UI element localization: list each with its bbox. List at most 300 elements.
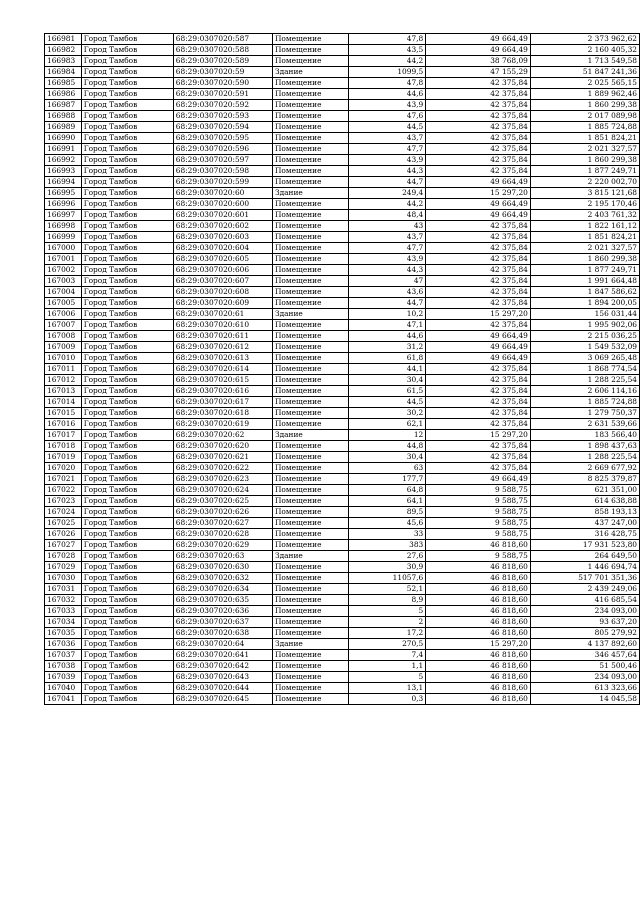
cadastral-value-cell: 416 685,54 [530,595,639,606]
city-cell: Город Тамбов [81,166,173,177]
object-type-cell: Помещение [272,496,348,507]
cadastral-value-cell: 2 439 249,06 [530,584,639,595]
table-row [45,386,640,397]
cadastral-number-cell: 68:29:0307020:610 [173,320,272,331]
city-cell: Город Тамбов [81,243,173,254]
cadastral-number-cell: 68:29:0307020:622 [173,463,272,474]
object-type-cell: Помещение [272,78,348,89]
table-row [45,639,640,650]
city-cell: Город Тамбов [81,606,173,617]
cadastral-number-cell: 68:29:0307020:621 [173,452,272,463]
area-cell: 17,2 [348,628,425,639]
city-cell: Город Тамбов [81,177,173,188]
row-number-cell: 167040 [45,683,82,694]
row-number-cell: 167002 [45,265,82,276]
cadastral-value-cell: 316 428,75 [530,529,639,540]
object-type-cell: Помещение [272,617,348,628]
area-cell: 44,3 [348,166,425,177]
city-cell: Город Тамбов [81,309,173,320]
cadastral-value-cell: 517 701 351,36 [530,573,639,584]
row-number-cell: 166999 [45,232,82,243]
object-type-cell: Помещение [272,507,348,518]
unit-value-cell: 42 375,84 [426,243,531,254]
table-row [45,507,640,518]
table-row [45,342,640,353]
cadastral-number-cell: 68:29:0307020:590 [173,78,272,89]
cadastral-number-cell: 68:29:0307020:59 [173,67,272,78]
unit-value-cell: 42 375,84 [426,386,531,397]
city-cell: Город Тамбов [81,672,173,683]
unit-value-cell: 42 375,84 [426,221,531,232]
cadastral-number-cell: 68:29:0307020:618 [173,408,272,419]
table-row [45,265,640,276]
area-cell: 7,4 [348,650,425,661]
object-type-cell: Помещение [272,408,348,419]
object-type-cell: Помещение [272,89,348,100]
cadastral-number-cell: 68:29:0307020:635 [173,595,272,606]
object-type-cell: Здание [272,639,348,650]
city-cell: Город Тамбов [81,188,173,199]
row-number-cell: 167027 [45,540,82,551]
row-number-cell: 167028 [45,551,82,562]
cadastral-number-cell: 68:29:0307020:597 [173,155,272,166]
row-number-cell: 166981 [45,34,82,45]
unit-value-cell: 42 375,84 [426,364,531,375]
row-number-cell: 166998 [45,221,82,232]
area-cell: 48,4 [348,210,425,221]
table-row [45,540,640,551]
object-type-cell: Помещение [272,694,348,705]
city-cell: Город Тамбов [81,331,173,342]
cadastral-number-cell: 68:29:0307020:588 [173,45,272,56]
cadastral-number-cell: 68:29:0307020:605 [173,254,272,265]
area-cell: 31,2 [348,342,425,353]
unit-value-cell: 42 375,84 [426,452,531,463]
area-cell: 1099,5 [348,67,425,78]
row-number-cell: 167016 [45,419,82,430]
cadastral-value-cell: 1 885 724,88 [530,397,639,408]
table-row [45,45,640,56]
table-row [45,584,640,595]
cadastral-number-cell: 68:29:0307020:607 [173,276,272,287]
unit-value-cell: 49 664,49 [426,210,531,221]
cadastral-value-cell: 51 847 241,36 [530,67,639,78]
object-type-cell: Помещение [272,364,348,375]
area-cell: 30,2 [348,408,425,419]
cadastral-number-cell: 68:29:0307020:612 [173,342,272,353]
object-type-cell: Помещение [272,276,348,287]
object-type-cell: Помещение [272,232,348,243]
area-cell: 43,9 [348,155,425,166]
unit-value-cell: 42 375,84 [426,254,531,265]
cadastral-number-cell: 68:29:0307020:589 [173,56,272,67]
cadastral-number-cell: 68:29:0307020:620 [173,441,272,452]
table-row [45,474,640,485]
object-type-cell: Помещение [272,298,348,309]
area-cell: 12 [348,430,425,441]
city-cell: Город Тамбов [81,441,173,452]
city-cell: Город Тамбов [81,67,173,78]
object-type-cell: Помещение [272,221,348,232]
city-cell: Город Тамбов [81,210,173,221]
row-number-cell: 167024 [45,507,82,518]
area-cell: 43,7 [348,133,425,144]
row-number-cell: 167007 [45,320,82,331]
table-row [45,683,640,694]
area-cell: 13,1 [348,683,425,694]
table-row [45,551,640,562]
object-type-cell: Помещение [272,485,348,496]
city-cell: Город Тамбов [81,320,173,331]
area-cell: 63 [348,463,425,474]
cadastral-value-cell: 1 995 902,06 [530,320,639,331]
city-cell: Город Тамбов [81,628,173,639]
cadastral-value-cell: 4 137 892,60 [530,639,639,650]
city-cell: Город Тамбов [81,397,173,408]
area-cell: 1,1 [348,661,425,672]
cadastral-number-cell: 68:29:0307020:634 [173,584,272,595]
city-cell: Город Тамбов [81,133,173,144]
object-type-cell: Помещение [272,34,348,45]
object-type-cell: Помещение [272,199,348,210]
table-row [45,452,640,463]
unit-value-cell: 46 818,60 [426,650,531,661]
city-cell: Город Тамбов [81,364,173,375]
city-cell: Город Тамбов [81,221,173,232]
cadastral-value-cell: 2 195 170,46 [530,199,639,210]
unit-value-cell: 15 297,20 [426,188,531,199]
cadastral-number-cell: 68:29:0307020:614 [173,364,272,375]
city-cell: Город Тамбов [81,474,173,485]
table-row [45,606,640,617]
object-type-cell: Помещение [272,331,348,342]
object-type-cell: Помещение [272,111,348,122]
area-cell: 43,9 [348,100,425,111]
unit-value-cell: 9 588,75 [426,518,531,529]
table-row [45,353,640,364]
area-cell: 47,8 [348,78,425,89]
unit-value-cell: 42 375,84 [426,155,531,166]
table-row [45,408,640,419]
cadastral-number-cell: 68:29:0307020:628 [173,529,272,540]
cadastral-number-cell: 68:29:0307020:644 [173,683,272,694]
cadastral-number-cell: 68:29:0307020:636 [173,606,272,617]
cadastral-number-cell: 68:29:0307020:624 [173,485,272,496]
cadastral-value-cell: 93 637,20 [530,617,639,628]
cadastral-number-cell: 68:29:0307020:596 [173,144,272,155]
row-number-cell: 167034 [45,617,82,628]
table-row [45,672,640,683]
table-row [45,199,640,210]
cadastral-value-cell: 3 069 265,48 [530,353,639,364]
row-number-cell: 166996 [45,199,82,210]
area-cell: 30,9 [348,562,425,573]
cadastral-number-cell: 68:29:0307020:641 [173,650,272,661]
area-cell: 64,1 [348,496,425,507]
area-cell: 89,5 [348,507,425,518]
unit-value-cell: 46 818,60 [426,584,531,595]
object-type-cell: Помещение [272,133,348,144]
cadastral-value-cell: 1 851 824,21 [530,133,639,144]
area-cell: 27,6 [348,551,425,562]
cadastral-value-cell: 1 877 249,71 [530,265,639,276]
row-number-cell: 167030 [45,573,82,584]
table-row [45,595,640,606]
area-cell: 43 [348,221,425,232]
cadastral-number-cell: 68:29:0307020:606 [173,265,272,276]
table-row [45,276,640,287]
table-row [45,320,640,331]
unit-value-cell: 42 375,84 [426,298,531,309]
area-cell: 44,5 [348,122,425,133]
table-row [45,155,640,166]
cadastral-value-cell: 156 031,44 [530,309,639,320]
cadastral-value-cell: 1 822 161,12 [530,221,639,232]
unit-value-cell: 49 664,49 [426,342,531,353]
city-cell: Город Тамбов [81,452,173,463]
cadastral-value-cell: 1 713 549,58 [530,56,639,67]
object-type-cell: Помещение [272,441,348,452]
object-type-cell: Помещение [272,606,348,617]
area-cell: 44,1 [348,364,425,375]
city-cell: Город Тамбов [81,45,173,56]
table-row [45,573,640,584]
unit-value-cell: 42 375,84 [426,397,531,408]
object-type-cell: Помещение [272,122,348,133]
city-cell: Город Тамбов [81,111,173,122]
object-type-cell: Помещение [272,595,348,606]
object-type-cell: Помещение [272,529,348,540]
object-type-cell: Помещение [272,452,348,463]
cadastral-value-cell: 1 889 962,46 [530,89,639,100]
unit-value-cell: 46 818,60 [426,661,531,672]
cadastral-value-cell: 1 868 774,54 [530,364,639,375]
object-type-cell: Помещение [272,518,348,529]
object-type-cell: Помещение [272,56,348,67]
cadastral-value-cell: 1 446 694,74 [530,562,639,573]
cadastral-value-cell: 2 021 327,57 [530,243,639,254]
city-cell: Город Тамбов [81,650,173,661]
cadastral-number-cell: 68:29:0307020:595 [173,133,272,144]
table-row [45,56,640,67]
area-cell: 44,3 [348,265,425,276]
area-cell: 249,4 [348,188,425,199]
cadastral-number-cell: 68:29:0307020:629 [173,540,272,551]
object-type-cell: Помещение [272,210,348,221]
unit-value-cell: 42 375,84 [426,276,531,287]
area-cell: 30,4 [348,452,425,463]
cadastral-value-cell: 183 566,40 [530,430,639,441]
table-row [45,232,640,243]
row-number-cell: 166984 [45,67,82,78]
row-number-cell: 166983 [45,56,82,67]
row-number-cell: 167033 [45,606,82,617]
unit-value-cell: 46 818,60 [426,628,531,639]
cadastral-value-cell: 3 815 121,68 [530,188,639,199]
cadastral-value-cell: 2 631 539,66 [530,419,639,430]
cadastral-number-cell: 68:29:0307020:615 [173,375,272,386]
table-row [45,397,640,408]
cadastral-number-cell: 68:29:0307020:602 [173,221,272,232]
table-row [45,694,640,705]
cadastral-value-cell: 1 898 437,63 [530,441,639,452]
cadastral-value-cell: 2 215 036,25 [530,331,639,342]
city-cell: Город Тамбов [81,386,173,397]
cadastral-value-cell: 8 825 379,87 [530,474,639,485]
cadastral-number-cell: 68:29:0307020:591 [173,89,272,100]
object-type-cell: Помещение [272,419,348,430]
unit-value-cell: 42 375,84 [426,78,531,89]
cadastral-number-cell: 68:29:0307020:599 [173,177,272,188]
table-row [45,364,640,375]
row-number-cell: 167032 [45,595,82,606]
table-row [45,100,640,111]
table-row [45,485,640,496]
row-number-cell: 166995 [45,188,82,199]
unit-value-cell: 15 297,20 [426,639,531,650]
area-cell: 47,8 [348,34,425,45]
cadastral-value-cell: 437 247,00 [530,518,639,529]
object-type-cell: Помещение [272,254,348,265]
cadastral-number-cell: 68:29:0307020:601 [173,210,272,221]
area-cell: 47,1 [348,320,425,331]
object-type-cell: Помещение [272,672,348,683]
cadastral-value-cell: 621 351,00 [530,485,639,496]
object-type-cell: Помещение [272,265,348,276]
row-number-cell: 167035 [45,628,82,639]
city-cell: Город Тамбов [81,287,173,298]
cadastral-value-cell: 2 021 327,57 [530,144,639,155]
unit-value-cell: 46 818,60 [426,606,531,617]
table-row [45,518,640,529]
object-type-cell: Помещение [272,562,348,573]
object-type-cell: Помещение [272,177,348,188]
table-row [45,419,640,430]
city-cell: Город Тамбов [81,232,173,243]
row-number-cell: 166986 [45,89,82,100]
unit-value-cell: 42 375,84 [426,441,531,452]
city-cell: Город Тамбов [81,254,173,265]
cadastral-number-cell: 68:29:0307020:623 [173,474,272,485]
city-cell: Город Тамбов [81,661,173,672]
cadastral-value-cell: 1 885 724,88 [530,122,639,133]
city-cell: Город Тамбов [81,595,173,606]
cadastral-value-cell: 1 279 750,37 [530,408,639,419]
city-cell: Город Тамбов [81,430,173,441]
cadastral-number-cell: 68:29:0307020:60 [173,188,272,199]
cadastral-number-cell: 68:29:0307020:593 [173,111,272,122]
table-row [45,111,640,122]
city-cell: Город Тамбов [81,485,173,496]
row-number-cell: 167036 [45,639,82,650]
cadastral-number-cell: 68:29:0307020:62 [173,430,272,441]
unit-value-cell: 49 664,49 [426,353,531,364]
object-type-cell: Помещение [272,540,348,551]
table-row [45,166,640,177]
unit-value-cell: 42 375,84 [426,100,531,111]
cadastral-number-cell: 68:29:0307020:638 [173,628,272,639]
object-type-cell: Помещение [272,375,348,386]
unit-value-cell: 42 375,84 [426,232,531,243]
cadastral-number-cell: 68:29:0307020:642 [173,661,272,672]
table-row [45,628,640,639]
row-number-cell: 167039 [45,672,82,683]
area-cell: 44,6 [348,331,425,342]
table-row [45,529,640,540]
row-number-cell: 167005 [45,298,82,309]
unit-value-cell: 49 664,49 [426,177,531,188]
area-cell: 383 [348,540,425,551]
row-number-cell: 167041 [45,694,82,705]
table-row [45,78,640,89]
cadastral-value-cell: 1 288 225,54 [530,375,639,386]
unit-value-cell: 42 375,84 [426,320,531,331]
table-row [45,298,640,309]
row-number-cell: 167006 [45,309,82,320]
cadastral-number-cell: 68:29:0307020:592 [173,100,272,111]
cadastral-value-cell: 1 860 299,38 [530,254,639,265]
city-cell: Город Тамбов [81,122,173,133]
unit-value-cell: 49 664,49 [426,199,531,210]
row-number-cell: 167031 [45,584,82,595]
cadastral-number-cell: 68:29:0307020:625 [173,496,272,507]
area-cell: 43,7 [348,232,425,243]
cadastral-value-cell: 1 851 824,21 [530,232,639,243]
unit-value-cell: 49 664,49 [426,34,531,45]
object-type-cell: Помещение [272,144,348,155]
row-number-cell: 167022 [45,485,82,496]
area-cell: 44,8 [348,441,425,452]
area-cell: 33 [348,529,425,540]
cadastral-value-cell: 346 457,64 [530,650,639,661]
area-cell: 64,8 [348,485,425,496]
row-number-cell: 167038 [45,661,82,672]
object-type-cell: Здание [272,188,348,199]
object-type-cell: Помещение [272,628,348,639]
area-cell: 177,7 [348,474,425,485]
unit-value-cell: 49 664,49 [426,474,531,485]
row-number-cell: 166987 [45,100,82,111]
object-type-cell: Помещение [272,661,348,672]
row-number-cell: 167015 [45,408,82,419]
cadastral-number-cell: 68:29:0307020:637 [173,617,272,628]
cadastral-value-table [44,33,640,705]
cadastral-number-cell: 68:29:0307020:603 [173,232,272,243]
object-type-cell: Помещение [272,287,348,298]
city-cell: Город Тамбов [81,584,173,595]
area-cell: 44,6 [348,89,425,100]
unit-value-cell: 46 818,60 [426,540,531,551]
unit-value-cell: 42 375,84 [426,419,531,430]
object-type-cell: Помещение [272,397,348,408]
unit-value-cell: 38 768,09 [426,56,531,67]
row-number-cell: 166993 [45,166,82,177]
table-body [45,34,640,705]
area-cell: 44,7 [348,177,425,188]
row-number-cell: 167003 [45,276,82,287]
cadastral-number-cell: 68:29:0307020:604 [173,243,272,254]
row-number-cell: 167025 [45,518,82,529]
unit-value-cell: 9 588,75 [426,496,531,507]
cadastral-value-cell: 2 403 761,32 [530,210,639,221]
cadastral-value-cell: 1 894 200,05 [530,298,639,309]
table-row [45,89,640,100]
table-row [45,144,640,155]
area-cell: 8,9 [348,595,425,606]
cadastral-value-cell: 858 193,13 [530,507,639,518]
area-cell: 44,5 [348,397,425,408]
row-number-cell: 167001 [45,254,82,265]
